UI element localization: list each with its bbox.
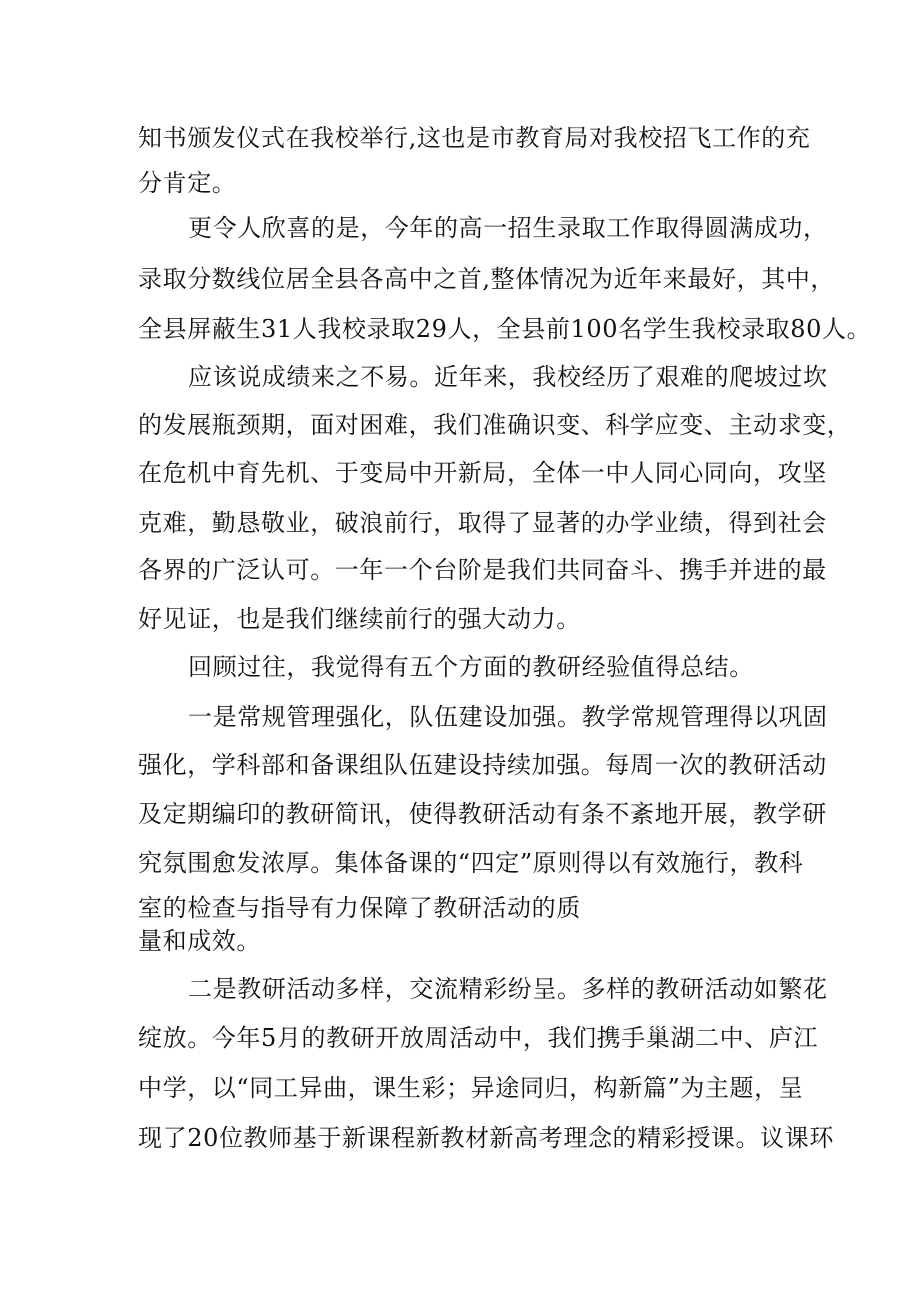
paragraph-start-line: 回顾过往，我觉得有五个方面的教研经验值得总结。	[188, 653, 754, 681]
text-line: 的发展瓶颈期，面对困难，我们准确识变、科学应变、主动求变，	[138, 411, 852, 439]
text-line: 强化，学科部和备课组队伍建设持续加强。每周一次的教研活动	[138, 751, 827, 779]
paragraph-start-line: 更令人欣喜的是，今年的高一招生录取工作取得圆满成功，	[188, 214, 828, 242]
text-line: 究氛围愈发浓厚。集体备课的“四定”原则得以有效施行，教科	[138, 849, 804, 877]
text-line: 全县屏蔽生31人我校录取29人，全县前100名学生我校录取80人。	[138, 315, 872, 343]
text-line: 知书颁发仪式在我校举行,这也是市教育局对我校招飞工作的充	[138, 124, 811, 152]
text-line: 及定期编印的教研简讯，使得教研活动有条不紊地开展，教学研	[138, 800, 827, 828]
text-line: 好见证，也是我们继续前行的强大动力。	[138, 605, 581, 633]
text-line: 现了20位教师基于新课程新教材新高考理念的精彩授课。议课环	[138, 1124, 834, 1152]
text-line: 克难，勤恳敬业，破浪前行，取得了显著的办学业绩，得到社会	[138, 509, 827, 537]
text-line: 在危机中育先机、于变局中开新局，全体一中人同心同向，攻坚	[138, 459, 827, 487]
text-line: 中学，以“同工异曲，课生彩；异途同归，构新篇”为主题，呈	[138, 1074, 804, 1102]
paragraph-start-line: 一是常规管理强化，队伍建设加强。教学常规管理得以巩固	[188, 703, 828, 731]
text-line: 量和成效。	[138, 927, 261, 955]
text-line: 分肯定。	[138, 169, 237, 197]
text-line: 绽放。今年5月的教研开放周活动中，我们携手巢湖二中、庐江	[138, 1024, 819, 1052]
text-line: 录取分数线位居全县各高中之首,整体情况为近年来最好，其中，	[138, 265, 836, 293]
paragraph-start-line: 二是教研活动多样，交流精彩纷呈。多样的教研活动如繁花	[188, 975, 828, 1003]
paragraph-start-line: 应该说成绩来之不易。近年来，我校经历了艰难的爬坡过坎	[188, 363, 828, 391]
text-line: 室的检查与指导有力保障了教研活动的质	[138, 894, 581, 922]
text-line: 各界的广泛认可。一年一个台阶是我们共同奋斗、携手并进的最	[138, 556, 827, 584]
